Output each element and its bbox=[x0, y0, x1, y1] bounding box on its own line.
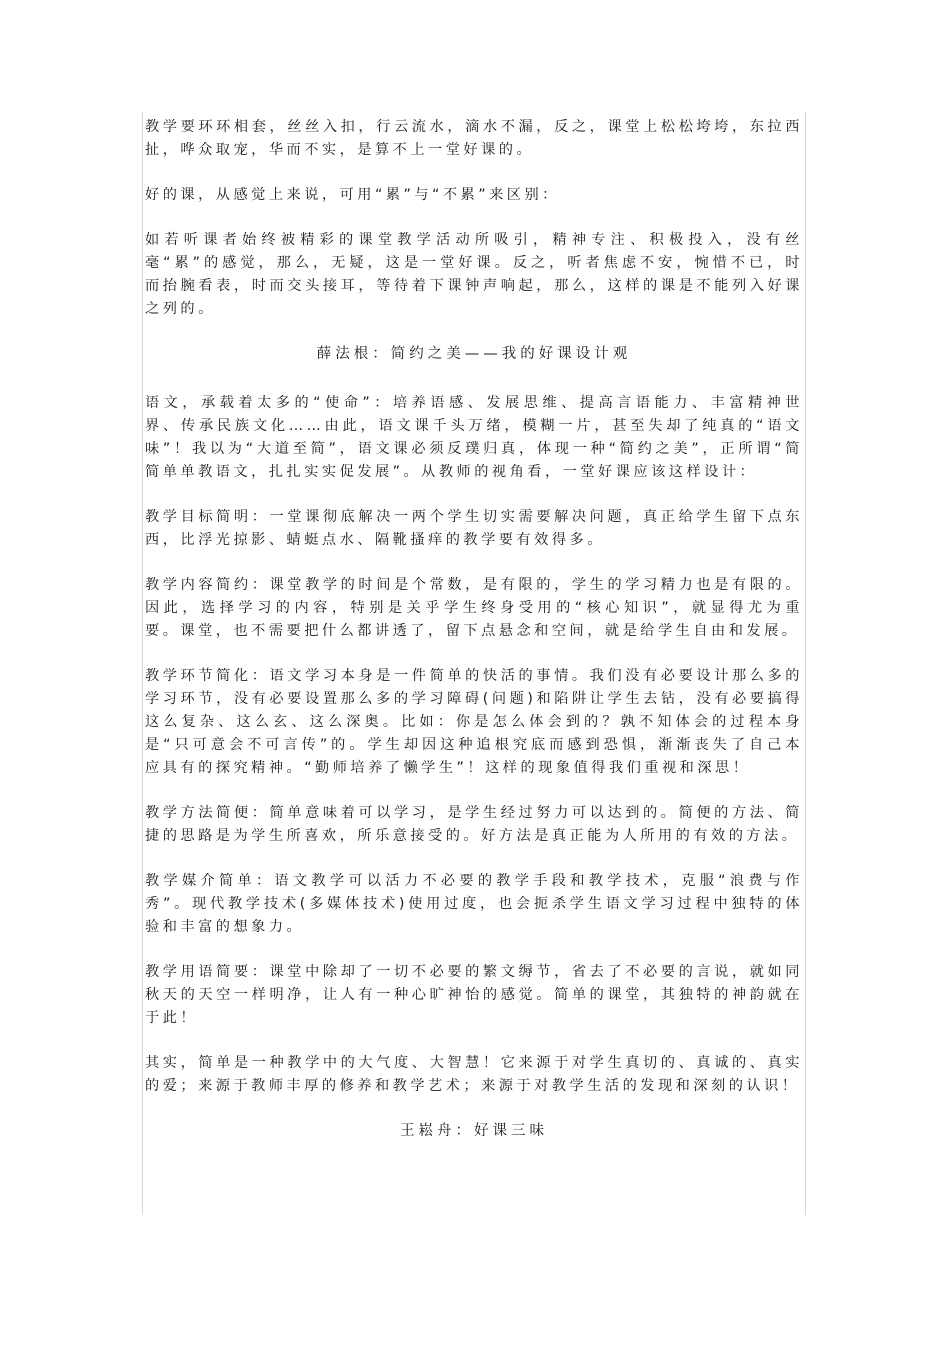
document-body bbox=[145, 116, 803, 1169]
paragraph: 教学要环环相套，丝丝入扣，行云流水，滴水不漏，反之，课堂上松松垮垮，东拉西扯，哗众取宠，华而不实，是算不上一堂好课的。 bbox=[145, 119, 803, 158]
paragraph: 其实，简单是一种教学中的大气度、大智慧！它来源于对学生真切的、真诚的、真实的爱；来源于教师丰厚的修养和教学艺术；来源于对教学生活的发现和深刻的认识！ bbox=[145, 1055, 803, 1094]
paragraph: 好的课，从感觉上来说，可用“累”与“不累”来区别： bbox=[145, 187, 560, 203]
paragraph: 教学内容简约：课堂教学的时间是个常数，是有限的，学生的学习精力也是有限的。因此，选择学习的内容，特别是关乎学生终身受用的“核心知识”，就显得尤为重要。课堂，也不需要把什么都讲透了，留下点悬念和空间，就是给学生自由和发展。 bbox=[145, 577, 803, 639]
paragraph: 教学方法简便：简单意味着可以学习，是学生经过努力可以达到的。简便的方法、简捷的思路是为学生所喜欢，所乐意接受的。好方法是真正能为人所用的有效的方法。 bbox=[145, 805, 803, 844]
paragraph: 教学媒介简单：语文教学可以活力不必要的教学手段和教学技术，克服“浪费与作秀”。现代教学技术(多媒体技术)使用过度，也会扼杀学生语文学习过程中独特的体验和丰富的想象力。 bbox=[145, 873, 803, 935]
paragraph: 教学环节简化：语文学习本身是一件简单的快活的事情。我们没有必要设计那么多的学习环节，没有必要设置那么多的学习障碍(问题)和陷阱让学生去钻，没有必要搞得这么复杂、这么玄、这么深奥。比如：你是怎么体会到的？孰不知体会的过程本身是“只可意会不可言传”的。学生却因这种追根究底而感到恐惧，渐渐丧失了自己本应具有的探究精神。“勤师培养了懒学生”！这样的现象值得我们重视和深思！ bbox=[145, 668, 803, 776]
section-heading: 王崧舟：好课三味 bbox=[400, 1123, 548, 1139]
paragraph: 教学用语简要：课堂中除却了一切不必要的繁文缛节，省去了不必要的言说，就如同秋天的天空一样明净，让人有一种心旷神怡的感觉。简单的课堂，其独特的神韵就在于此！ bbox=[145, 964, 803, 1026]
paragraph: 语文，承载着太多的“使命”：培养语感、发展思维、提高言语能力、丰富精神世界、传承民族文化……由此，语文课千头万绪，模糊一片，甚至失却了纯真的“语文味”！我以为“大道至简”，语文课必须反璞归真，体现一种“简约之美”，正所谓“简简单单教语文，扎扎实实促发展”。从教师的视角看，一堂好课应该这样设计： bbox=[145, 395, 803, 480]
section-heading: 薛法根：简约之美——我的好课设计观 bbox=[316, 346, 632, 362]
paragraph: 如若听课者始终被精彩的课堂教学活动所吸引，精神专注、积极投入，没有丝毫“累”的感觉，那么，无疑，这是一堂好课。反之，听者焦虑不安，惋惜不已，时而抬腕看表，时而交头接耳，等待着下课钟声响起，那么，这样的课是不能列入好课之列的。 bbox=[145, 232, 803, 317]
paragraph: 教学目标简明：一堂课彻底解决一两个学生切实需要解决问题，真正给学生留下点东西，比浮光掠影、蜻蜓点水、隔靴搔痒的教学要有效得多。 bbox=[145, 509, 803, 548]
